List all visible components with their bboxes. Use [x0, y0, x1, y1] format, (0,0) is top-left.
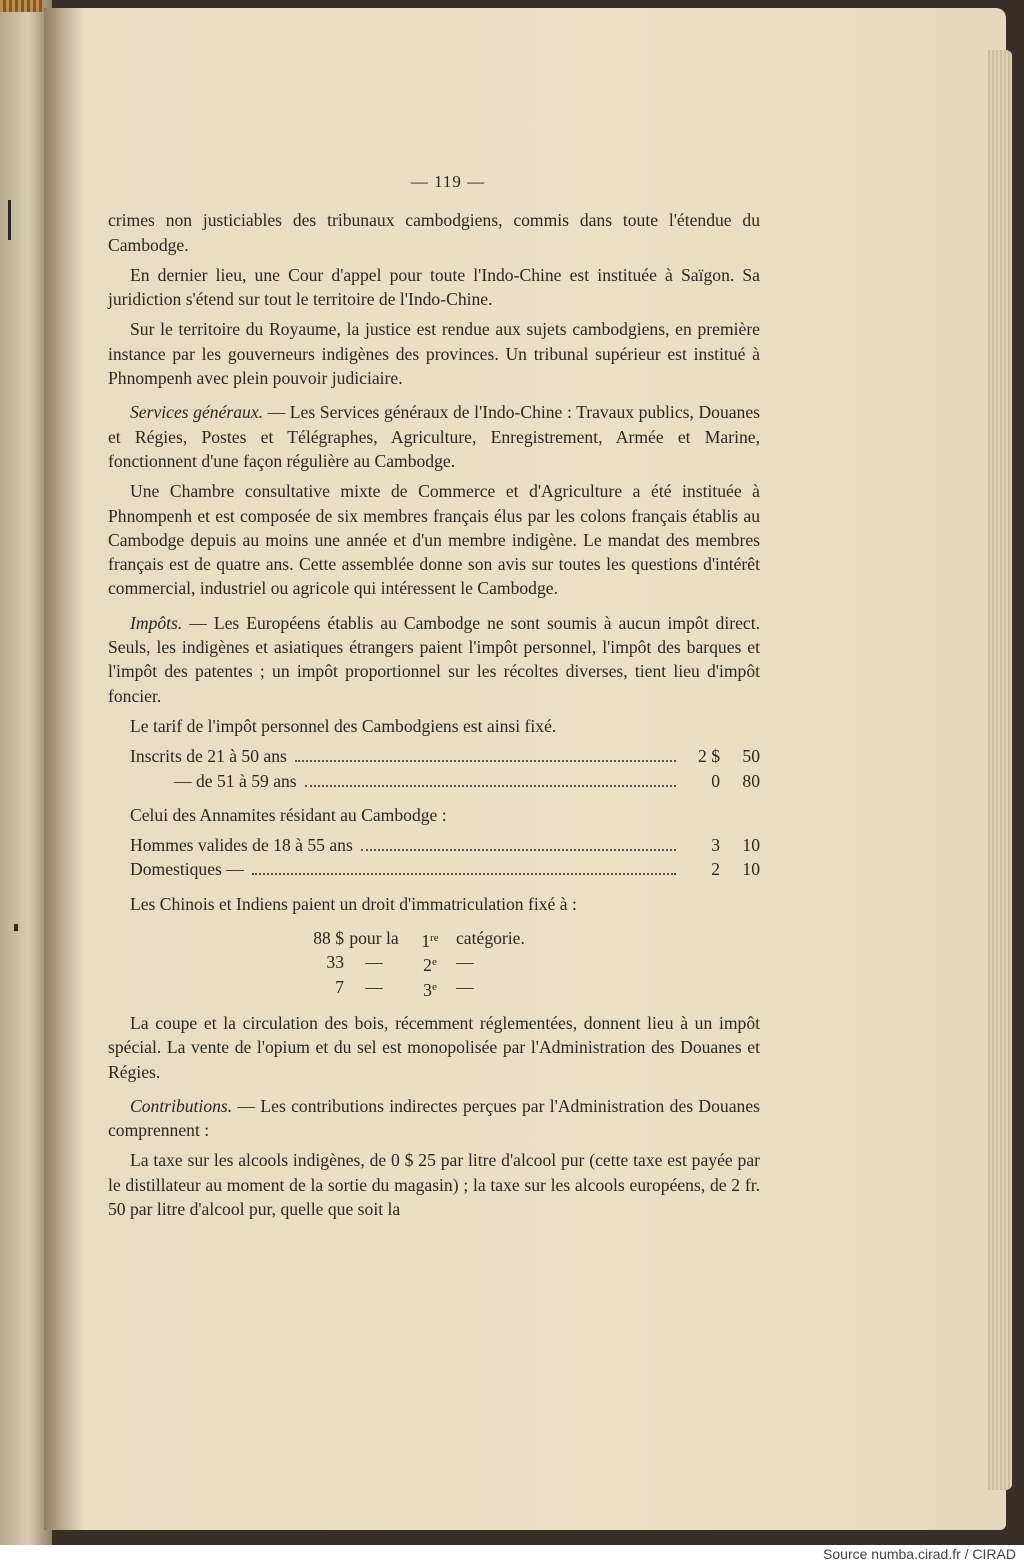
tariff-cents: 10: [742, 859, 760, 880]
paragraph: En dernier lieu, une Cour d'appel pour toute l'Indo-Chine est instituée à Saïgon. Sa juridiction s'étend sur tout le territoire de l'Indo-Chine.: [108, 264, 760, 310]
category-name: —: [456, 952, 474, 973]
category-name: catégorie.: [456, 928, 525, 949]
tariff-value: 3: [711, 835, 720, 856]
tariff-annamites: [130, 833, 760, 882]
dot-leader: [252, 873, 676, 875]
category-amount: 33: [326, 952, 344, 973]
paragraph: Les Chinois et Indiens paient un droit d'immatriculation fixé à :: [130, 893, 577, 914]
ordinal-number: 2: [423, 955, 432, 976]
ordinal-suffix: e: [431, 956, 437, 969]
paragraph: crimes non justiciables des tribunaux cambodgiens, commis dans toute l'étendue du Cambodge.: [108, 210, 760, 255]
paragraph: Le tarif de l'impôt personnel des Cambodgiens est ainsi fixé.: [130, 715, 557, 736]
category-amount: 88 $: [313, 928, 344, 949]
dot-leader: [361, 849, 676, 851]
dot-leader: [295, 760, 676, 762]
category-ordinal: [404, 950, 456, 974]
paragraph: Celui des Annamites résidant au Cambodge :: [130, 804, 447, 825]
ordinal-number: 1: [421, 931, 431, 952]
tariff-label: — de 51 à 59 ans: [174, 770, 297, 791]
tariff-cambodgiens: [130, 744, 760, 793]
paragraph: Sur le territoire du Royaume, la justice est rendue aux sujets cambodgiens, en première instance par les gouverneurs indigènes des provinces. Un tribunal supérieur est institué à Phnompenh avec plein pouvoir judiciaire.: [108, 319, 760, 389]
page-text: [108, 170, 760, 1227]
tariff-label: Inscrits de 21 à 50 ans: [130, 746, 287, 767]
category-word: pour la: [349, 928, 399, 949]
paragraph: La taxe sur les alcools indigènes, de 0 $ 25 par litre d'alcool pur (cette taxe est payée par le distillateur au moment de la sortie du magasin) ; la taxe sur les alcools européens, de 2 fr. 50 par litre d'alcool pur, quelle que soit la: [108, 1150, 760, 1219]
source-credit: Source numba.cirad.fr / CIRAD: [823, 1546, 1016, 1562]
paragraph: La coupe et la circulation des bois, récemment réglementées, donnent lieu à un impôt spécial. La vente de l'opium et du sel est monopolisée par l'Administration des Douanes et Régies.: [108, 1012, 760, 1082]
category-ordinal: [404, 975, 456, 999]
category-row: [298, 950, 760, 974]
tariff-row: [130, 744, 760, 768]
ordinal-suffix: e: [431, 980, 437, 993]
tariff-value: 2 $: [698, 746, 720, 767]
category-amount: 7: [335, 976, 344, 997]
margin-mark: [14, 924, 18, 931]
category-ordinal: [404, 926, 456, 950]
category-word: —: [365, 952, 383, 973]
paragraph-body: — Les contributions indirectes perçues par l'Administration des Douanes comprennent :: [108, 1095, 760, 1141]
tariff-label: Hommes valides de 18 à 55 ans: [130, 835, 353, 856]
paragraph-body: — Les Européens établis au Cambodge ne sont soumis à aucun impôt direct. Seuls, les indigènes et asiatiques étrangers paient l'impôt personnel, l'impôt des barques et l'impôt des patentes ; un impôt proportionnel sur les récoltes diverses, tient lieu d'impôt foncier.: [108, 612, 760, 706]
page-number: — 119 —: [410, 172, 486, 191]
tariff-label: Domestiques —: [130, 859, 244, 880]
tariff-row: [130, 833, 760, 857]
tariff-row: [130, 857, 760, 881]
tariff-value: 0: [711, 770, 720, 791]
binding-edge: [0, 0, 44, 12]
section-lead: Contributions.: [130, 1095, 233, 1116]
ordinal-suffix: re: [430, 932, 439, 945]
tariff-cents: 10: [742, 835, 760, 856]
page-gutter-shadow: [44, 8, 84, 1530]
paragraph-services: [108, 400, 760, 473]
dot-leader: [305, 785, 676, 787]
category-list: [298, 926, 760, 999]
page-stack-edge: [988, 50, 1012, 1490]
section-lead: Services généraux.: [130, 402, 264, 423]
tariff-cents: 80: [742, 770, 760, 791]
category-row: [298, 975, 760, 999]
category-word: —: [365, 976, 383, 997]
margin-mark: [8, 200, 11, 240]
section-lead: Impôts.: [130, 612, 183, 633]
tariff-cents: 50: [742, 746, 760, 767]
category-row: [298, 926, 760, 950]
tariff-value: 2: [711, 859, 720, 880]
category-name: —: [456, 976, 474, 997]
paragraph-body: — Les Services généraux de l'Indo-Chine : Travaux publics, Douanes et Régies, Postes et Télégraphes, Agriculture, Enregistrement, Armée et Marine, fonctionnent d'une façon régulière au Cambodge.: [108, 402, 761, 471]
ordinal-number: 3: [423, 979, 432, 1000]
paragraph: Une Chambre consultative mixte de Commerce et d'Agriculture a été instituée à Phnompenh et est composée de six membres français élus par les colons français établis au Cambodge depuis au moins une année et d'un membre indigène. Le mandat des membres français est de quatre ans. Cette assemblée donne son avis sur toutes les questions d'intérêt commercial, industriel ou agricole qui intéressent le Cambodge.: [108, 481, 760, 599]
tariff-row: [130, 769, 760, 793]
paragraph-impots: [108, 611, 760, 708]
paragraph-contributions: [108, 1094, 760, 1143]
